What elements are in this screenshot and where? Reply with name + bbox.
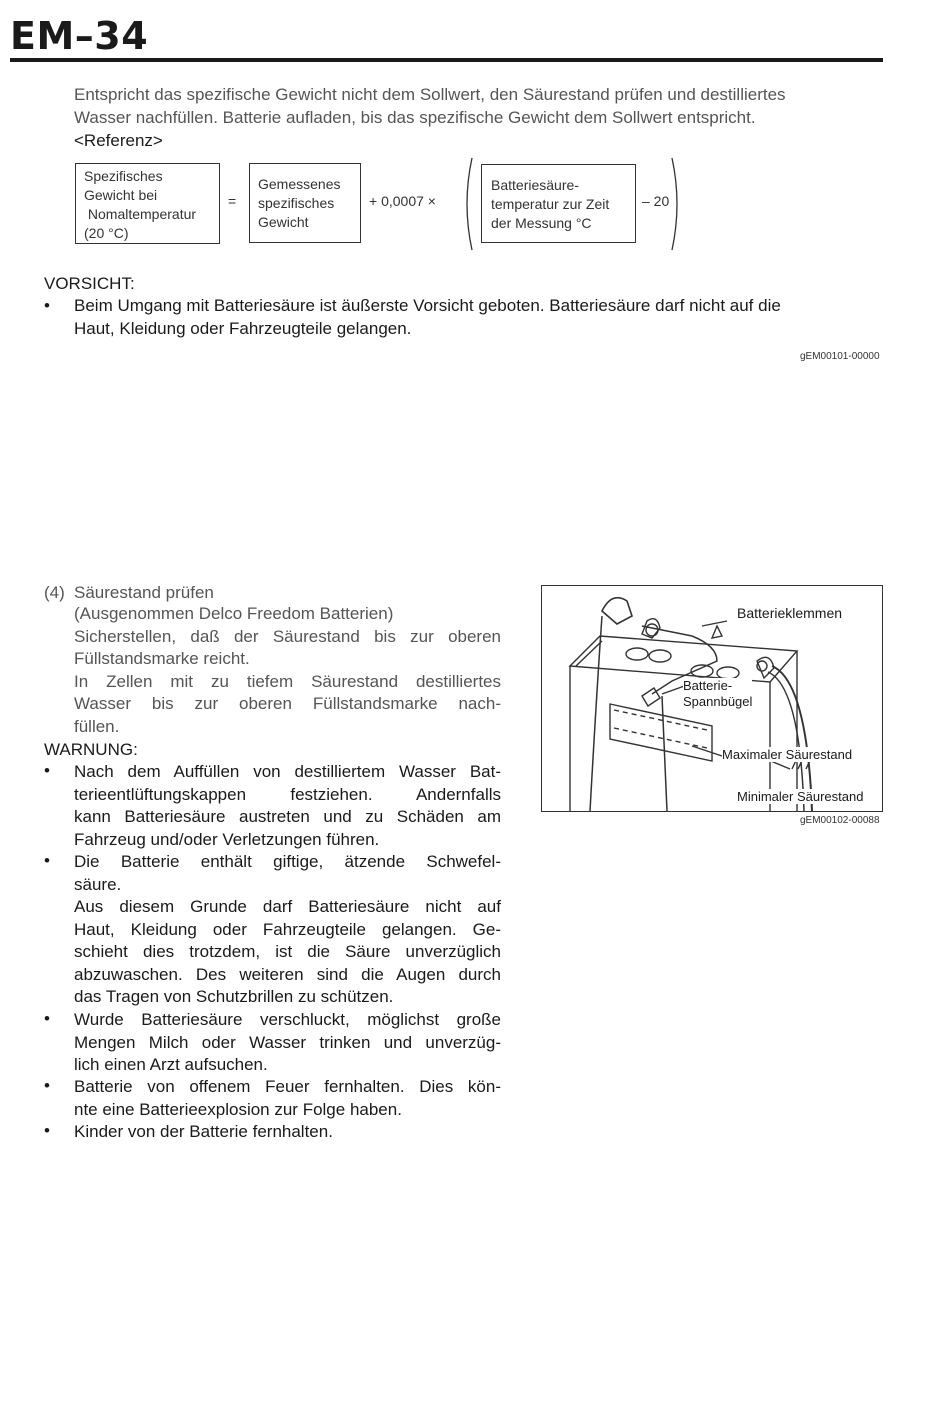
warning-line: schieht dies trotzdem, ist die Säure unverzüglich xyxy=(74,942,501,961)
step-line: (Ausgenommen Delco Freedom Batterien) xyxy=(74,604,394,623)
formula-box3-line: temperatur zur Zeit xyxy=(491,196,610,212)
warning-line: Wurde Batteriesäure verschluckt, möglichst große xyxy=(74,1010,501,1029)
warning-line: Nach dem Auffüllen von destilliertem Wasser Bat- xyxy=(74,762,501,781)
warning-item xyxy=(74,851,501,1009)
figure-ref-1: gEM00101-00000 xyxy=(800,351,880,362)
warning-line: nte eine Batterieexplosion zur Folge haben. xyxy=(74,1099,402,1119)
formula-box-acid-temperature xyxy=(481,164,636,243)
caution-line-2: Haut, Kleidung oder Fahrzeugteile gelangen. xyxy=(74,319,412,338)
warning-line: lich einen Arzt aufsuchen. xyxy=(74,1055,268,1074)
formula-box3-line: der Messung °C xyxy=(491,215,592,231)
formula-box2-line: Gewicht xyxy=(258,214,309,230)
reference-label: <Referenz> xyxy=(74,131,163,150)
warning-line: Kinder von der Batterie fernhalten. xyxy=(74,1122,333,1141)
warning-item xyxy=(74,761,501,851)
warning-line: das Tragen von Schutzbrillen zu schützen. xyxy=(74,987,394,1006)
warning-bullet-marker: • xyxy=(44,1009,50,1028)
formula-box-normal-gravity xyxy=(75,163,220,244)
warning-bullet-marker: • xyxy=(44,761,50,780)
label-bracket-line: Spannbügel xyxy=(683,694,753,709)
formula-equals: = xyxy=(228,193,237,209)
step-title: Säurestand prüfen xyxy=(74,583,214,602)
warning-heading: WARNUNG: xyxy=(44,740,138,759)
header-rule xyxy=(10,58,883,62)
warning-line: Batterie von offenem Feuer fernhalten. Dies kön- xyxy=(74,1077,501,1096)
warning-item xyxy=(74,1009,501,1077)
formula-box1-line: Gewicht bei xyxy=(84,187,158,203)
warning-line: Aus diesem Grunde darf Batteriesäure nicht auf xyxy=(74,897,501,916)
warning-line: Mengen Milch oder Wasser trinken und unverzüg- xyxy=(74,1032,501,1052)
formula-box1-line: Nomaltemperatur xyxy=(84,206,197,222)
warning-line: Fahrzeug und/oder Verletzungen führen. xyxy=(74,829,380,849)
caution-line-1: Beim Umgang mit Batteriesäure ist äußerste Vorsicht geboten. Batteriesäure darf nicht auf die xyxy=(74,296,781,315)
warning-bullet-marker: • xyxy=(44,851,50,870)
caution-bullet: • xyxy=(44,296,50,315)
caution-heading: VORSICHT: xyxy=(44,274,135,293)
warning-line: terieentlüftungskappen festziehen. Andernfalls xyxy=(74,784,501,804)
formula-minus: – 20 xyxy=(642,193,670,209)
formula-box2-line: Gemessenes xyxy=(258,176,341,192)
warning-line: kann Batteriesäure austreten und zu Schäden am xyxy=(74,807,501,826)
formula-box1-line: Spezifisches xyxy=(84,168,163,184)
formula-box1-line: (20 °C) xyxy=(84,225,129,241)
formula-box2-line: spezifisches xyxy=(258,195,335,211)
warning-item xyxy=(74,1076,501,1121)
intro-line-1: Entspricht das spezifische Gewicht nicht dem Sollwert, den Säurestand prüfen und destilliertes xyxy=(74,85,786,104)
step-line: In Zellen mit zu tiefem Säurestand destilliertes xyxy=(74,671,501,691)
warning-line: Die Batterie enthält giftige, ätzende Schwefel- xyxy=(74,852,501,871)
warning-line: abzuwaschen. Des weiteren sind die Augen durch xyxy=(74,964,501,984)
battery-figure xyxy=(541,585,883,812)
label-min-level: Minimaler Säurestand xyxy=(737,789,864,804)
warning-item xyxy=(74,1121,501,1144)
step-line: Wasser bis zur oberen Füllstandsmarke nach- xyxy=(74,694,501,713)
page-title: EM–34 xyxy=(10,14,149,58)
step-line: füllen. xyxy=(74,716,120,736)
step-number: (4) xyxy=(44,583,65,602)
step-body xyxy=(74,603,501,738)
warning-line: säure. xyxy=(74,874,122,894)
figure-ref-2: gEM00102-00088 xyxy=(800,815,880,826)
warning-line: Haut, Kleidung oder Fahrzeugteile gelangen. Ge- xyxy=(74,919,501,939)
warning-bullet-marker: • xyxy=(44,1121,50,1140)
intro-line-2: Wasser nachfüllen. Batterie aufladen, bis das spezifische Gewicht dem Sollwert entspricht. xyxy=(74,108,756,127)
step-line: Sicherstellen, daß der Säurestand bis zur oberen xyxy=(74,626,501,646)
label-battery-bracket xyxy=(683,678,752,710)
step-line: Füllstandsmarke reicht. xyxy=(74,649,250,668)
label-battery-clamps: Batterieklemmen xyxy=(737,605,843,621)
warning-bullet-marker: • xyxy=(44,1076,50,1095)
label-max-level: Maximaler Säurestand xyxy=(722,747,853,762)
formula-box3-line: Batteriesäure- xyxy=(491,177,579,193)
formula-box-measured-gravity xyxy=(249,163,361,243)
formula-factor: + 0,0007 × xyxy=(369,193,436,209)
label-bracket-line: Batterie- xyxy=(683,678,733,693)
